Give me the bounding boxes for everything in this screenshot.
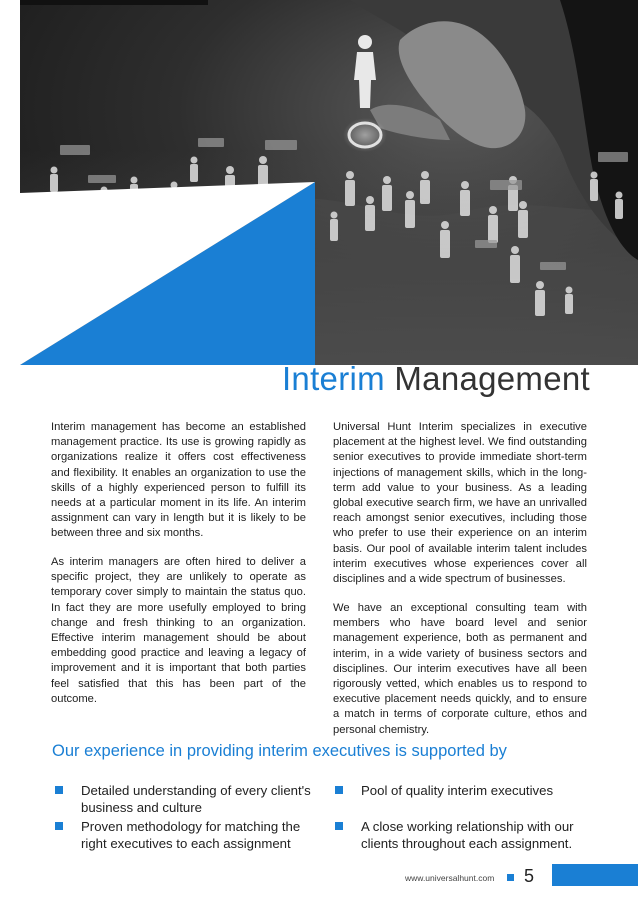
paragraph: We have an exceptional consulting team with members who have board level and senior management experience, both as permanent and interim, in a wide variety of business sectors and disciplines. Our interim executives have all been rigorously vetted, which enables us to respond to executive placement needs quickly, and to ensure a match in terms of corporate culture, ethos and personal chemistry. <box>333 602 587 736</box>
footer-square-icon <box>507 874 514 881</box>
square-bullet-icon <box>335 786 343 794</box>
title-rest-word: Management <box>394 360 590 397</box>
right-column-paragraph-2 <box>333 601 587 738</box>
hero-illustration <box>20 0 638 365</box>
left-column-paragraph-1 <box>51 420 306 542</box>
footer-website-link[interactable]: www.universalhunt.com <box>405 873 495 883</box>
footer-accent-bar <box>552 864 638 886</box>
left-column-paragraph-2 <box>51 555 306 707</box>
hero-image <box>20 0 638 365</box>
list-item <box>55 818 320 852</box>
paragraph: As interim managers are often hired to deliver a specific project, they are unlikely to operate as temporary cover simply to maintain the status quo. In fact they are more usefully employed to bring change and fresh thinking to an organization. Effective interim management should be about embedding good practice and leaving a legacy of improvement and it is important that both parties feel satisfied that this has been part of the outcome. <box>51 556 306 705</box>
paragraph: Universal Hunt Interim specializes in executive placement at the highest level. We find outstanding senior executives to provide immediate short-term injections of management skills, which in the long-term add value to your business. As a leading global executive search firm, we have an unrivalled reach amongst senior executives, including those who prefer to use their experience on an interim basis. Our pool of available interim talent includes interim executives whose experiences cover all disciplines and a wide spectrum of businesses. <box>333 421 587 586</box>
paragraph: Interim management has become an established management practice. Its use is growing rapidly as organizations realize it offers cost effectiveness and flexibility. It enables an organization to use the skills of a highly experienced person to fulfill its needs at a particular moment in its life. An interim assignment can vary in length but it is likely to be between three and six months. <box>51 421 306 540</box>
title-accent-word: Interim <box>281 360 385 397</box>
page-number: 5 <box>524 866 535 886</box>
square-bullet-icon <box>335 822 343 830</box>
list-item <box>55 782 320 816</box>
square-bullet-icon <box>55 822 63 830</box>
right-column-paragraph-1 <box>333 420 587 587</box>
page-title <box>282 360 590 398</box>
square-bullet-icon <box>55 786 63 794</box>
list-item <box>335 818 600 852</box>
list-item <box>335 782 600 800</box>
section-subheading: Our experience in providing interim executives is supported by <box>52 742 507 760</box>
list-item-text: Detailed understanding of every client's business and culture <box>81 783 311 815</box>
list-item-text: Proven methodology for matching the right executives to each assignment <box>81 819 301 851</box>
top-black-bar <box>20 0 208 5</box>
list-item-text: Pool of quality interim executives <box>361 783 554 798</box>
list-item-text: A close working relationship with our clients throughout each assignment. <box>361 819 574 851</box>
